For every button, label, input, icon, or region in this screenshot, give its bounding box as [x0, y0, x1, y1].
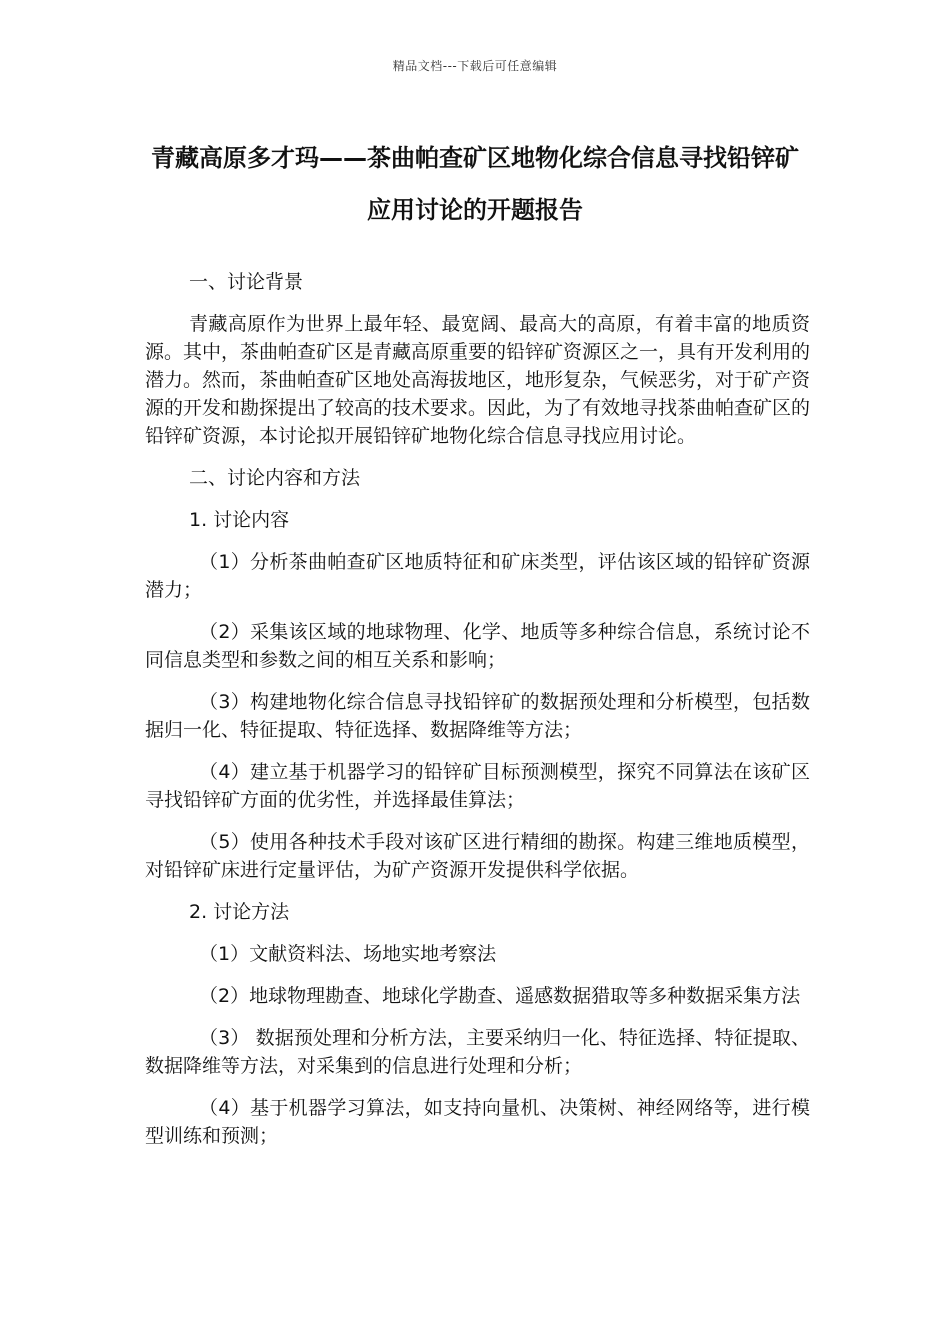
- method-item: （3） 数据预处理和分析方法，主要采纳归一化、特征选择、特征提取、数据降维等方法，对采集到的信息进行处理和分析；: [145, 1027, 810, 1077]
- content-item: （4）建立基于机器学习的铅锌矿目标预测模型，探究不同算法在该矿区寻找铅锌矿方面的优劣性，并选择最佳算法；: [145, 761, 810, 811]
- document-body: [145, 268, 810, 1164]
- subsection-heading-content: 1. 讨论内容: [189, 509, 290, 531]
- content-item: （5）使用各种技术手段对该矿区进行精细的勘探。构建三维地质模型，对铅锌矿床进行定量评估，为矿产资源开发提供科学依据。: [145, 831, 810, 881]
- content-item: （3）构建地物化综合信息寻找铅锌矿的数据预处理和分析模型，包括数据归一化、特征提取、特征选择、数据降维等方法；: [145, 691, 810, 741]
- method-item: （1）文献资料法、场地实地考察法: [199, 943, 497, 965]
- subsection-heading-methods: 2. 讨论方法: [189, 901, 290, 923]
- background-paragraph: 青藏高原作为世界上最年轻、最宽阔、最高大的高原，有着丰富的地质资源。其中，茶曲帕查矿区是青藏高原重要的铅锌矿资源区之一，具有开发利用的潜力。然而，茶曲帕查矿区地处高海拔地区，地形复杂，气候恶劣，对于矿产资源的开发和勘探提出了较高的技术要求。因此，为了有效地寻找茶曲帕查矿区的铅锌矿资源，本讨论拟开展铅锌矿地物化综合信息寻找应用讨论。: [145, 313, 811, 447]
- section-heading-content-methods: 二、讨论内容和方法: [189, 467, 361, 489]
- page-header-note: 精品文档---下载后可任意编辑: [392, 59, 558, 73]
- document-title: 青藏高原多才玛——茶曲帕查矿区地物化综合信息寻找铅锌矿应用讨论的开题报告: [151, 144, 799, 224]
- content-item: （2）采集该区域的地球物理、化学、地质等多种综合信息，系统讨论不同信息类型和参数之间的相互关系和影响；: [145, 621, 810, 671]
- method-item: （2）地球物理勘查、地球化学勘查、遥感数据猎取等多种数据采集方法: [199, 985, 801, 1007]
- method-item: （4）基于机器学习算法，如支持向量机、决策树、神经网络等，进行模型训练和预测；: [145, 1097, 810, 1147]
- section-heading-background: 一、讨论背景: [189, 271, 304, 293]
- content-item: （1）分析茶曲帕查矿区地质特征和矿床类型，评估该区域的铅锌矿资源潜力；: [145, 551, 810, 601]
